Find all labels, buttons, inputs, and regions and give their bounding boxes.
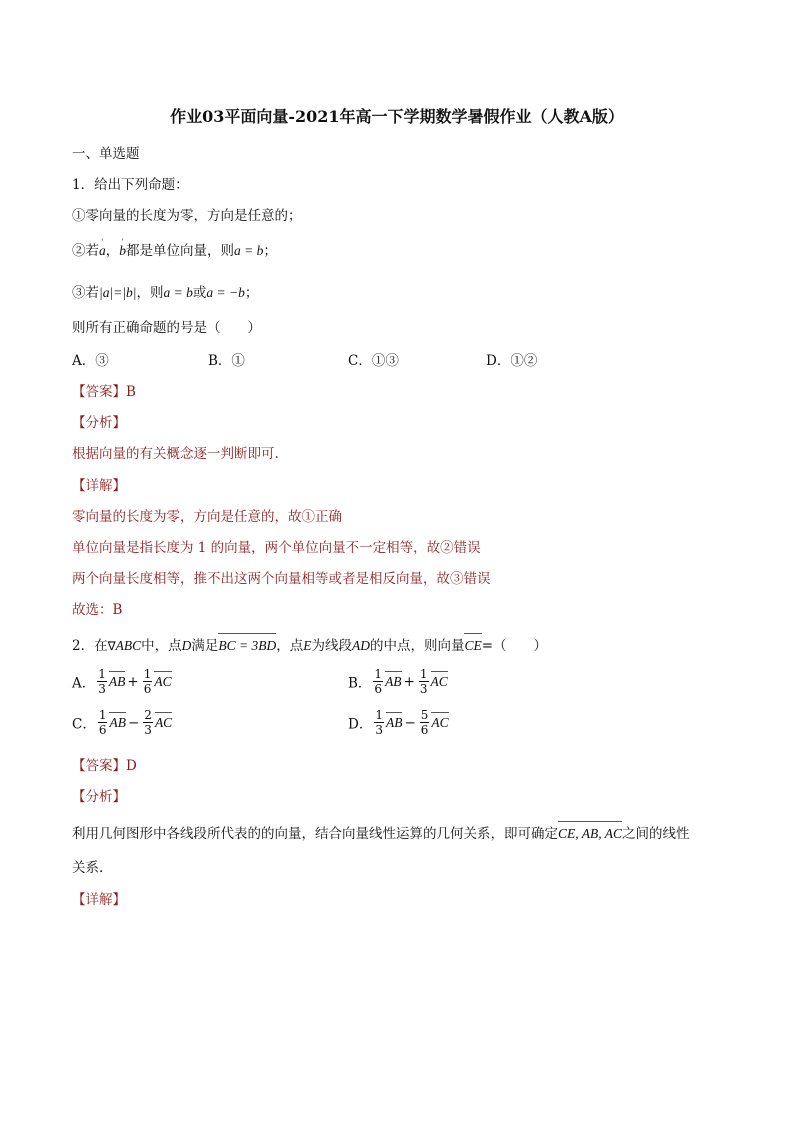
- q1-proposition-2: [72, 241, 277, 261]
- q2-point-e: E: [303, 638, 312, 653]
- q2-option-d: [348, 708, 449, 737]
- q2-option-b-frac-1: $\frac{1}{6}$: [374, 667, 383, 696]
- q2-stem: [72, 636, 547, 656]
- q2-option-c-operator: −: [127, 714, 140, 731]
- q2-option-a-vector-2: AC: [154, 673, 172, 689]
- q1-detail-line-3: 两个向量长度相等，推不出这两个向量相等或者是相反向量，故③错误: [72, 571, 491, 587]
- q2-option-c: [72, 708, 172, 737]
- q1-p2-text-e: 都是单位向量，则: [126, 243, 234, 259]
- q1-option-c: C．①③: [348, 353, 399, 369]
- q1-p2-text-g: ；: [263, 243, 277, 259]
- q2-option-d-vector-2: AC: [431, 714, 449, 730]
- q1-proposition-3: [72, 283, 258, 303]
- q2-text-3: 满足: [191, 638, 219, 654]
- q1-option-d: D．①②: [486, 353, 538, 369]
- q1-p3-condition: |a|=|b|: [99, 285, 137, 300]
- q2-analysis-line-2: 关系.: [72, 860, 104, 876]
- q1-detail-line-2: 单位向量是指长度为 1 的向量，两个单位向量不一定相等，故②错误: [72, 540, 481, 556]
- q2-text-2: 中，点: [141, 638, 182, 654]
- q2-option-b-vector-2: AC: [430, 673, 448, 689]
- q1-analysis-label: 【分析】: [72, 415, 126, 431]
- q2-option-d-label: D．: [348, 716, 373, 733]
- q2-option-b-label: B．: [348, 675, 372, 692]
- q2-option-d-frac-2: $\frac{5}{6}$: [420, 708, 429, 737]
- q2-analysis-vectors: CE, AB, AC: [558, 824, 622, 844]
- q2-text-7: =（ ）: [481, 638, 548, 654]
- q2-option-a-frac-2: $\frac{1}{6}$: [143, 667, 152, 696]
- q1-p3-text-e: 或: [192, 285, 207, 301]
- q2-option-b-frac-2: $\frac{1}{3}$: [419, 667, 428, 696]
- q2-segment-ad: AD: [351, 638, 370, 653]
- q2-text-4: ，点: [276, 638, 304, 654]
- q1-option-b: B．①: [208, 353, 245, 369]
- q1-p3-text-g: ；: [244, 285, 259, 301]
- q2-analysis-text-b: 之间的线性: [622, 826, 690, 842]
- q1-answer: 【答案】B: [72, 384, 136, 400]
- q1-p2-text-a: ②若: [72, 243, 99, 259]
- q1-p2-text-c: ，: [105, 243, 120, 259]
- q2-option-a: [72, 667, 172, 696]
- q2-option-d-operator: −: [404, 714, 416, 731]
- q2-analysis-text-a: 利用几何图形中各线段所代表的的向量，结合向量线性运算的几何关系，即可确定: [72, 826, 558, 842]
- q2-triangle-name: ABC: [115, 638, 142, 653]
- q2-option-c-vector-1: AB: [109, 714, 126, 730]
- q2-text-6: 的中点，则向量: [369, 638, 465, 654]
- document-title: 作业03平面向量-2021年高一下学期数学暑假作业（人教A版）: [170, 107, 624, 126]
- q2-option-c-vector-2: AC: [154, 714, 173, 730]
- q1-p3-text-c: ，则: [136, 285, 164, 301]
- q1-p3-equation-2: a = −b: [206, 285, 245, 300]
- q1-p3-text-a: ③若: [72, 285, 99, 301]
- q1-analysis: 根据向量的有关概念逐一判断即可.: [72, 446, 279, 462]
- q2-option-b-vector-1: AB: [385, 673, 402, 689]
- q1-ask: 则所有正确命题的号是（ ）: [72, 320, 261, 336]
- q2-analysis-label: 【分析】: [72, 789, 126, 805]
- q2-answer: 【答案】D: [72, 758, 137, 774]
- q2-option-b-operator: +: [403, 673, 415, 690]
- q2-detail-label: 【详解】: [72, 892, 126, 908]
- triangle-symbol: ∇: [107, 639, 116, 653]
- q2-vector-equation: BC = 3BD: [218, 636, 276, 656]
- q1-choice: 故选：B: [72, 602, 123, 618]
- q2-option-a-operator: +: [127, 673, 139, 690]
- q2-option-b: [348, 667, 448, 696]
- q2-option-a-label: A．: [72, 675, 96, 692]
- vector-a: ' a: [99, 241, 106, 261]
- q1-detail-line-1: 零向量的长度为零，方向是任意的，故①正确: [72, 509, 342, 525]
- q2-option-c-label: C．: [72, 716, 96, 733]
- q2-analysis-line-1: [72, 824, 690, 844]
- q2-option-d-vector-1: AB: [385, 714, 403, 730]
- q1-p2-equation: a = b: [234, 243, 264, 258]
- q2-text-1: 2．在: [72, 638, 108, 654]
- q2-point-d: D: [181, 638, 192, 653]
- vector-b: ' b: [119, 241, 126, 261]
- section-heading: 一、单选题: [72, 146, 140, 162]
- q1-p3-equation-1: a = b: [163, 285, 193, 300]
- q1-option-a: A．③: [72, 353, 109, 369]
- q1-proposition-1: ①零向量的长度为零，方向是任意的；: [72, 208, 302, 224]
- q1-detail-label: 【详解】: [72, 478, 126, 494]
- q2-vector-ce: CE: [464, 636, 481, 656]
- q2-option-a-frac-1: $\frac{1}{3}$: [98, 667, 106, 696]
- q2-option-c-frac-1: $\frac{1}{6}$: [98, 708, 107, 737]
- q2-option-a-vector-1: AB: [108, 673, 126, 689]
- q2-option-d-frac-1: $\frac{1}{3}$: [375, 708, 383, 737]
- q1-stem: 1．给出下列命题：: [72, 177, 189, 193]
- q2-text-5: 为线段: [311, 638, 352, 654]
- q2-option-c-frac-2: $\frac{2}{3}$: [144, 708, 152, 737]
